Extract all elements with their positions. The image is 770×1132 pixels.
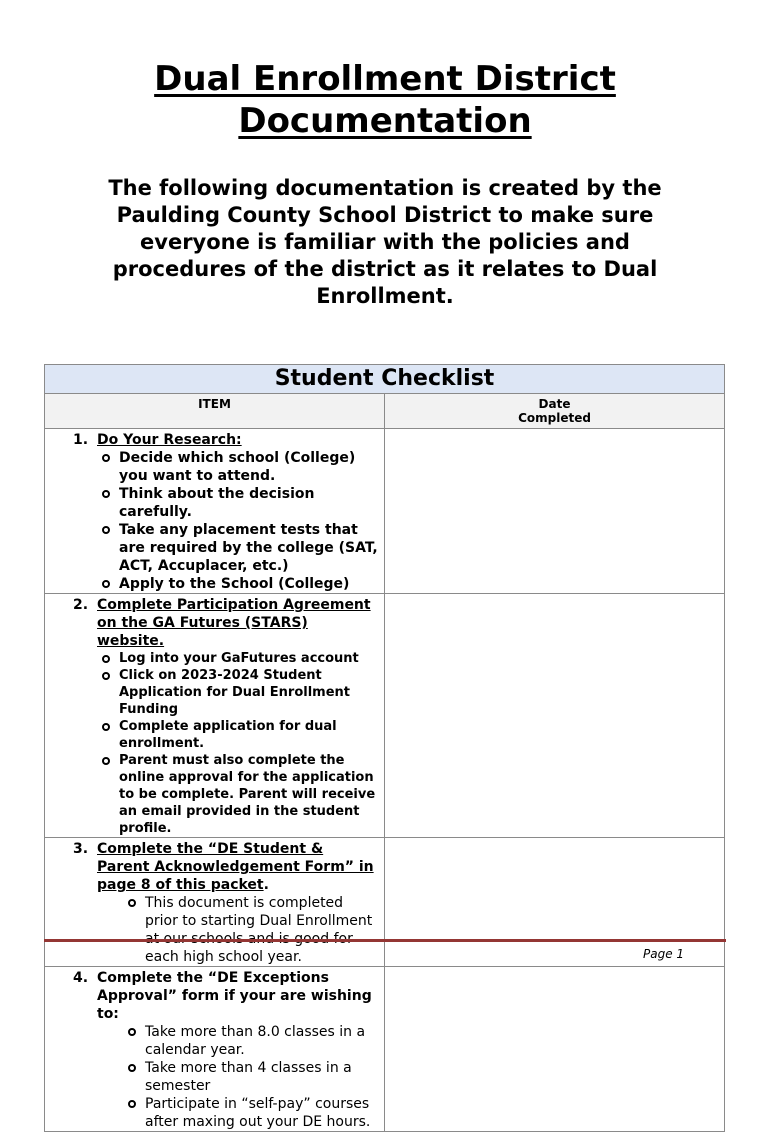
column-header-date xyxy=(385,394,725,429)
list-item: Take any placement tests that are required by the college (SAT, ACT, Accuplacer, etc.) xyxy=(97,521,378,575)
table-row xyxy=(45,594,725,838)
step-2-bullets xyxy=(73,650,378,837)
list-item: Participate in “self-pay” courses after maxing out your DE hours. xyxy=(123,1095,378,1131)
page-number: Page 1 xyxy=(643,947,685,961)
step-title: Complete the “DE Student & Parent Acknowledgement Form” in page 8 of this packet xyxy=(97,841,374,893)
step-number: 3. xyxy=(73,841,89,857)
step-number: 2. xyxy=(73,597,89,613)
step-title: Do Your Research: xyxy=(97,432,242,448)
title-line-1: Dual Enrollment District xyxy=(154,59,616,99)
table-row xyxy=(45,838,725,967)
step-3-bullets xyxy=(73,894,378,966)
step-4-bullets xyxy=(73,1023,378,1131)
date-completed-cell-2[interactable] xyxy=(385,594,725,838)
list-item: Parent must also complete the online approval for the application to be complete. Parent will receive an email provided in the student profile. xyxy=(97,752,378,837)
footer-rule xyxy=(44,939,726,942)
step-1-bullets xyxy=(73,449,378,593)
step-1-cell xyxy=(45,429,385,594)
step-4-heading xyxy=(73,969,378,1023)
intro-paragraph: The following documentation is created by the Paulding County School District to make sure everyone is familiar with the policies and procedures of the district as it relates to Dual Enrollment. xyxy=(108,176,662,308)
step-2-heading xyxy=(73,596,378,650)
list-item: Apply to the School (College) xyxy=(97,575,378,593)
list-item: Take more than 8.0 classes in a calendar year. xyxy=(123,1023,378,1059)
column-header-item: ITEM xyxy=(45,394,385,429)
step-4-cell xyxy=(45,967,385,1132)
date-completed-cell-1[interactable] xyxy=(385,429,725,594)
checklist-title: Student Checklist xyxy=(45,365,725,394)
list-item: Complete application for dual enrollment. xyxy=(97,718,378,752)
list-item: Click on 2023-2024 Student Application for Dual Enrollment Funding xyxy=(97,667,378,718)
step-title: Complete Participation Agreement on the GA Futures (STARS) website. xyxy=(97,597,371,649)
list-item: Decide which school (College) you want to attend. xyxy=(97,449,378,485)
step-3-heading xyxy=(73,840,378,894)
student-checklist-table xyxy=(44,364,725,1132)
step-2-cell xyxy=(45,594,385,838)
list-item: Take more than 4 classes in a semester xyxy=(123,1059,378,1095)
step-title-tail: . xyxy=(263,877,269,893)
step-title: Complete the “DE Exceptions Approval” form if your are wishing to: xyxy=(97,970,372,1022)
document-title xyxy=(0,58,770,142)
step-number: 4. xyxy=(73,970,89,986)
table-row xyxy=(45,967,725,1132)
step-1-heading xyxy=(73,431,378,449)
list-item: Log into your GaFutures account xyxy=(97,650,378,667)
title-line-2: Documentation xyxy=(238,101,532,141)
date-header-line-2: Completed xyxy=(518,411,591,425)
list-item: This document is completed prior to starting Dual Enrollment each high school year. xyxy=(123,894,378,966)
step-number: 1. xyxy=(73,432,89,448)
step-3-cell xyxy=(45,838,385,967)
table-row xyxy=(45,429,725,594)
date-header-line-1: Date xyxy=(538,397,571,411)
list-item: Think about the decision carefully. xyxy=(97,485,378,521)
date-completed-cell-4[interactable] xyxy=(385,967,725,1132)
